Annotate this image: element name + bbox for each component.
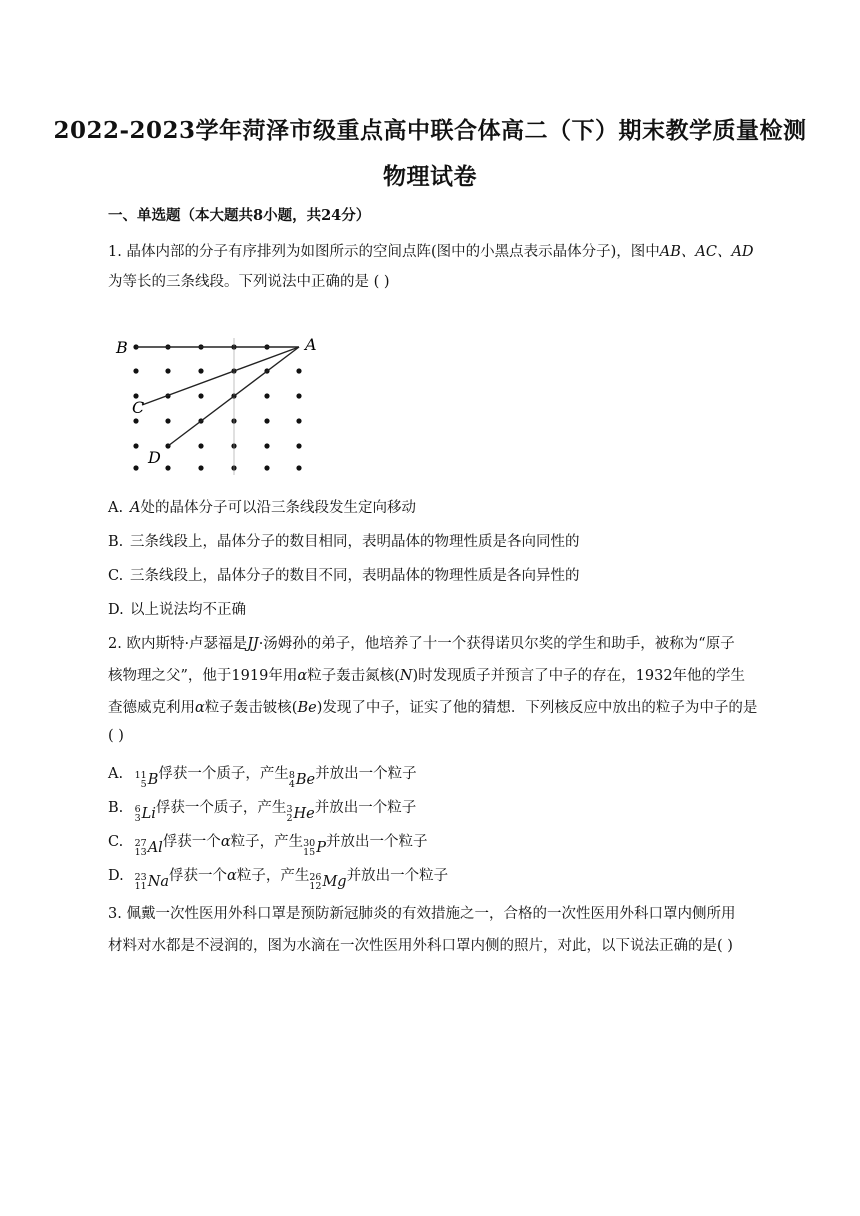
lattice-dot: [133, 465, 138, 470]
q2-stem-line3: 查德威克利用α粒子轰击铍核(Be)发现了中子，证实了他的猜想．下列核反应中放出的粒子为中子的是: [108, 700, 758, 716]
lattice-dot: [264, 418, 269, 423]
lattice-dot: [296, 465, 301, 470]
q1-option-c: C. 三条线段上，晶体分子的数目不同，表明晶体的物理性质是各向异性的: [108, 568, 580, 584]
lattice-dot: [296, 443, 301, 448]
lattice-dot: [264, 443, 269, 448]
lattice-dot: [296, 418, 301, 423]
lattice-dot: [198, 443, 203, 448]
lattice-dot: [198, 368, 203, 373]
q3-stem-line1: 3. 佩戴一次性医用外科口罩是预防新冠肺炎的有效措施之一，合格的一次性医用外科口罩内侧所用: [108, 906, 736, 922]
q2-stem-line2: 核物理之父”，他于1919年用α粒子轰击氮核(N)时发现质子并预言了中子的存在，1932年他的学生: [108, 668, 746, 684]
label-c: C: [132, 398, 145, 417]
q1-option-a: A. A处的晶体分子可以沿三条线段发生定向移动: [108, 500, 416, 516]
q2-stem-line1: 2. 欧内斯特·卢瑟福是JJ·汤姆孙的弟子，他培养了十一个获得诺贝尔奖的学生和助手，被称为“原子: [108, 636, 735, 652]
lattice-dot: [296, 368, 301, 373]
label-b: B: [116, 338, 128, 357]
q2-option-c: C. 27 13 Al 俘获一个α粒子，产生 30 15 P 并放出一个粒子: [108, 834, 428, 858]
lattice-dot: [198, 465, 203, 470]
segment-ad: [168, 347, 299, 446]
label-d: D: [148, 448, 161, 467]
q2-stem-line4: ( ): [108, 728, 124, 744]
lattice-dot: [264, 393, 269, 398]
lattice-dot: [165, 465, 170, 470]
exam-title-line1: 2022-2023学年菏泽市级重点高中联合体高二（下）期末教学质量检测: [53, 117, 807, 144]
lattice-dot: [198, 393, 203, 398]
section-heading: 一、单选题（本大题共8小题，共24分）: [108, 207, 371, 224]
label-a: A: [305, 335, 317, 354]
lattice-dot: [133, 368, 138, 373]
lattice-dot: [133, 418, 138, 423]
lattice-dot: [165, 368, 170, 373]
q1-stem-line2: 为等长的三条线段。下列说法中正确的是 ( ): [108, 274, 390, 290]
q1-stem-line1: 1. 晶体内部的分子有序排列为如图所示的空间点阵(图中的小黑点表示晶体分子)，图中AB、AC、AD: [108, 244, 754, 260]
q1-option-b: B. 三条线段上，晶体分子的数目相同，表明晶体的物理性质是各向同性的: [108, 534, 580, 550]
lattice-dot: [133, 443, 138, 448]
exam-title-line2: 物理试卷: [383, 163, 477, 190]
q1-option-d: D. 以上说法均不正确: [108, 602, 246, 618]
q2-option-d: D. 23 11 Na 俘获一个α粒子，产生 26 12 Mg 并放出一个粒子: [108, 868, 449, 892]
q3-stem-line2: 材料对水都是不浸润的，图为水滴在一次性医用外科口罩内侧的照片，对此，以下说法正确的是( ): [108, 938, 733, 954]
lattice-dot: [264, 465, 269, 470]
segment-ac: [142, 347, 299, 405]
q2-option-b: B. 6 3 Li 俘获一个质子，产生 3 2 He 并放出一个粒子: [108, 800, 417, 824]
lattice-dot: [165, 418, 170, 423]
lattice-figure: [108, 330, 338, 480]
q2-option-a: A. 11 5 B 俘获一个质子，产生 8 4 Be 并放出一个粒子: [108, 766, 417, 790]
lattice-dot: [296, 393, 301, 398]
